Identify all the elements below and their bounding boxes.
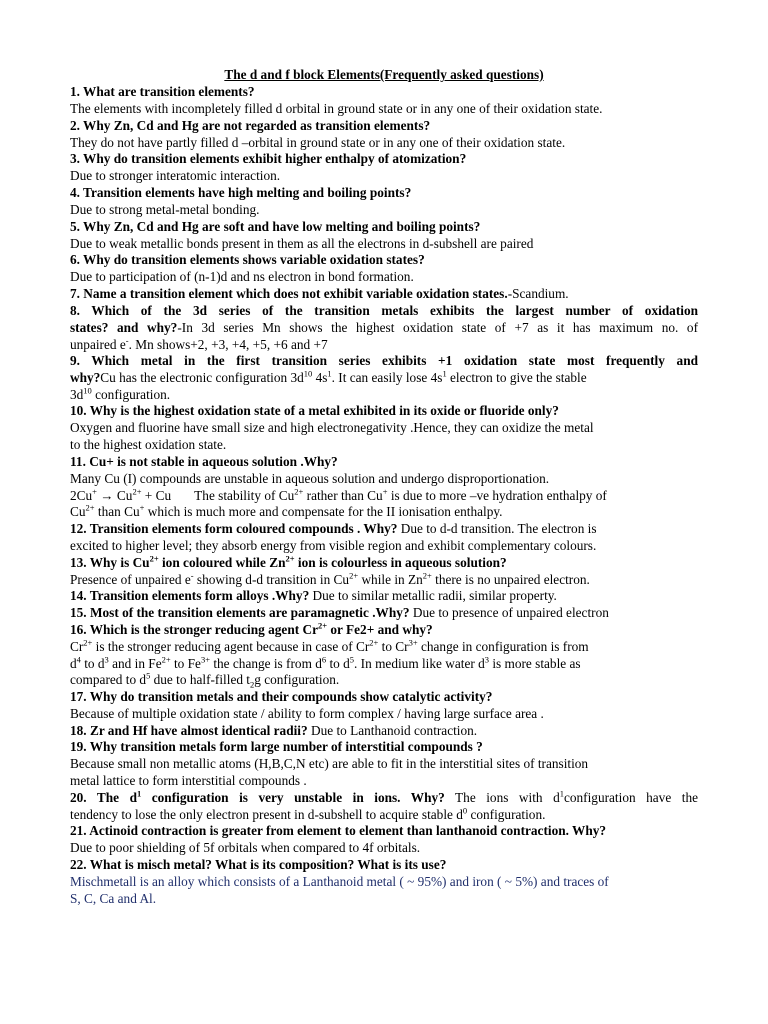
answer-10-line-2: to the highest oxidation state. xyxy=(70,437,227,452)
question-8: 8. Which of the 3d series of the transition metals exhibits the largest number of oxidation xyxy=(70,303,698,318)
question-12: 12. Transition elements form coloured compounds . Why? Due to d-d transition. The electron is xyxy=(70,521,597,536)
question-1: 1. What are transition elements? xyxy=(70,84,255,99)
answer-16-line-2: $d^4$ to $d^3$ and in $Fe^{2+}$ to $Fe^{3+}$ the change is from $d^6$ to $d^5$. In medium like water $d^3$ is more stable as xyxy=(70,654,581,671)
question-19: 19. Why transition metals form large number of interstitial compounds ? xyxy=(70,739,483,754)
question-16: 16. Which is the stronger reducing agent $Cr^{2+}$ or Fe2+ and why? xyxy=(70,620,433,637)
answer-4: Due to strong metal-metal bonding. xyxy=(70,202,260,217)
question-7: 7. Name a transition element which does not exhibit variable oxidation states.-Scandium. xyxy=(70,286,569,301)
answer-2: They do not have partly filled d –orbital in ground state or in any one of their oxidation state. xyxy=(70,135,566,150)
answer-1: The elements with incompletely filled d orbital in ground state or in any one of their oxidation state. xyxy=(70,101,603,116)
page-title: The d and f block Elements(Frequently asked questions) xyxy=(224,67,544,82)
question-6: 6. Why do transition elements shows variable oxidation states? xyxy=(70,252,425,267)
question-20: 20. The $d^1$ configuration is very unstable in ions. Why? The ions with $d^1configuration$ have the xyxy=(70,788,698,805)
question-14: 14. Transition elements form alloys .Why? Due to similar metallic radii, similar property. xyxy=(70,588,557,603)
answer-20: tendency to lose the only electron present in d-subshell to acquire stable $d^0$ configuration. xyxy=(70,805,546,822)
answer-5: Due to weak metallic bonds present in them as all the electrons in d-subshell are paired xyxy=(70,236,534,251)
answer-19-line-2: metal lattice to form interstitial compounds . xyxy=(70,773,307,788)
answer-9-line-2: $3d^{10}$ configuration. xyxy=(70,385,171,402)
question-11: 11. Cu+ is not stable in aqueous solution .Why? xyxy=(70,454,338,469)
answer-10-line-1: Oxygen and fluorine have small size and high electronegativity .Hence, they can oxidize the metal xyxy=(70,420,594,435)
question-18: 18. Zr and Hf have almost identical radii? Due to Lanthanoid contraction. xyxy=(70,723,478,738)
answer-16-line-3: compared to $d^5$ due to half-filled $t_2g$ configuration. xyxy=(70,670,340,690)
answer-22-line-2: S, C, Ca and Al. xyxy=(70,891,157,906)
question-4: 4. Transition elements have high melting and boiling points? xyxy=(70,185,412,200)
answer-19-line-1: Because small non metallic atoms (H,B,C,N etc) are able to fit in the interstitial sites of transition xyxy=(70,756,589,771)
answer-21: Due to poor shielding of 5f orbitals when compared to 4f orbitals. xyxy=(70,840,421,855)
answer-3: Due to stronger interatomic interaction. xyxy=(70,168,281,183)
answer-8-line-1: states? and why?-In 3d series Mn shows the highest oxidation state of +7 as it has maximum no. of xyxy=(70,320,698,335)
answer-17: Because of multiple oxidation state / ability to form complex / having large surface area . xyxy=(70,706,544,721)
question-13: 13. Why is $Cu^{2+}$ ion coloured while $Zn^{2+}$ ion is colourless in aqueous solution? xyxy=(70,553,507,570)
answer-6: Due to participation of (n-1)d and ns electron in bond formation. xyxy=(70,269,414,284)
question-5: 5. Why Zn, Cd and Hg are soft and have low melting and boiling points? xyxy=(70,219,481,234)
question-2: 2. Why Zn, Cd and Hg are not regarded as transition elements? xyxy=(70,118,431,133)
question-21: 21. Actinoid contraction is greater from element to element than lanthanoid contraction. Why? xyxy=(70,823,607,838)
answer-8-line-2: unpaired e-. Mn shows+2, +3, +4, +5, +6 and +7 xyxy=(70,335,328,352)
question-3: 3. Why do transition elements exhibit higher enthalpy of atomization? xyxy=(70,151,467,166)
question-22: 22. What is misch metal? What is its composition? What is its use? xyxy=(70,857,447,872)
answer-11-line-3: $Cu^{2+}$ than Cu+ which is much more and compensate for the II ionisation enthalpy. xyxy=(70,502,503,519)
answer-12: excited to higher level; they absorb energy from visible region and exhibit complementary colours. xyxy=(70,538,597,553)
answer-13: Presence of unpaired e- showing d-d transition in $Cu^{2+}$ while in $Zn^{2+}$ there is no unpaired electron. xyxy=(70,570,590,587)
question-17: 17. Why do transition metals and their compounds show catalytic activity? xyxy=(70,689,493,704)
answer-9-line-1: why?Cu has the electronic configuration $3d^{10}$ $4s^1$. It can easily lose $4s^1$ electron to give the stable xyxy=(70,368,587,385)
question-15: 15. Most of the transition elements are paramagnetic .Why? Due to presence of unpaired electron xyxy=(70,605,609,620)
answer-16-line-1: $Cr^{2+}$ is the stronger reducing agent because in case of $Cr^{2+}$ to $Cr^{3+}$ change in configuration is from xyxy=(70,637,589,654)
question-10: 10. Why is the highest oxidation state of a metal exhibited in its oxide or fluoride only? xyxy=(70,403,559,418)
answer-22-line-1: Mischmetall is an alloy which consists of a Lanthanoid metal ( ~ 95%) and iron ( ~ 5%) and traces of xyxy=(70,874,609,889)
question-9: 9. Which metal in the first transition series exhibits +1 oxidation state most frequently and xyxy=(70,353,698,368)
answer-11-line-1: Many Cu (I) compounds are unstable in aqueous solution and undergo disproportionation. xyxy=(70,471,550,486)
answer-11-line-2: $2Cu^+ \to Cu^{2+} + Cu$ The stability of $Cu^{2+}$ rather than Cu+ is due to more –ve hydration enthalpy of xyxy=(70,486,607,503)
